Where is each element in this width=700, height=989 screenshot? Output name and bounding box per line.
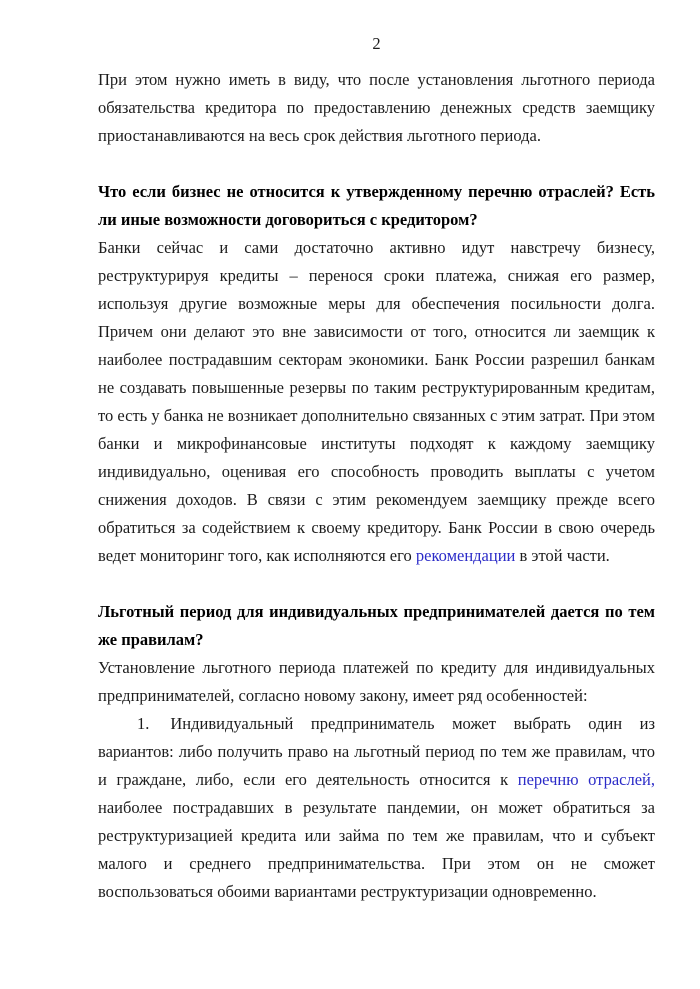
- paragraph-text: в этой части.: [515, 546, 610, 565]
- heading-ip-rules: Льготный период для индивидуальных предпринимателей дается по тем же правилам?: [98, 602, 655, 649]
- page-number: 2: [372, 34, 381, 53]
- list-item-1: [98, 710, 655, 906]
- ip-intro-paragraph: [98, 654, 655, 710]
- intro-paragraph: [98, 66, 655, 150]
- paragraph-text: Индивидуальный предприниматель может выбрать один из вариантов: либо получить право на льготный период по тем же правилам, что и граждане, либо, если его деятельность относится к: [98, 714, 655, 789]
- recommendations-link[interactable]: рекомендации: [415, 546, 516, 565]
- banks-paragraph: [98, 234, 655, 570]
- industries-list-link[interactable]: перечню отраслей,: [517, 770, 655, 789]
- paragraph-text: Банки сейчас и сами достаточно активно идут навстречу бизнесу, реструктурируя кредиты – перенося сроки платежа, снижая его размер, используя другие возможные меры для обеспечения посильности долга. Причем они делают это вне зависимости от того, относится ли заемщик к наиболее пострадавшим секторам экономики. Банк России разрешил банкам не создавать повышенные резервы по таким реструктурированным кредитам, то есть у банка не возникает дополнительно связанных с этим затрат. При этом банки и микрофинансовые институты подходят к каждому заемщику индивидуально, оценивая его способность проводить выплаты с учетом снижения доходов. В связи с этим рекомендуем заемщику прежде всего обратиться за содействием к своему кредитору. Банк России в свою очередь ведет мониторинг того, как исполняются его: [98, 238, 655, 565]
- heading-other-industries: Что если бизнес не относится к утвержденному перечню отраслей? Есть ли иные возможности договориться с кредитором?: [98, 182, 655, 229]
- paragraph-text: При этом нужно иметь в виду, что после установления льготного периода обязательства кредитора по предоставлению денежных средств заемщику приостанавливаются на весь срок действия льготного периода.: [98, 70, 655, 145]
- paragraph-text: наиболее пострадавших в результате пандемии, он может обратиться за реструктуризацией кредита или займа по тем же правилам, что и субъект малого и среднего предпринимательства. При этом он не сможет воспользоваться обоими вариантами реструктуризации одновременно.: [98, 798, 655, 901]
- list-item-number: 1.: [137, 714, 150, 733]
- paragraph-text: Установление льготного периода платежей по кредиту для индивидуальных предпринимателей, согласно новому закону, имеет ряд особенностей:: [98, 658, 655, 705]
